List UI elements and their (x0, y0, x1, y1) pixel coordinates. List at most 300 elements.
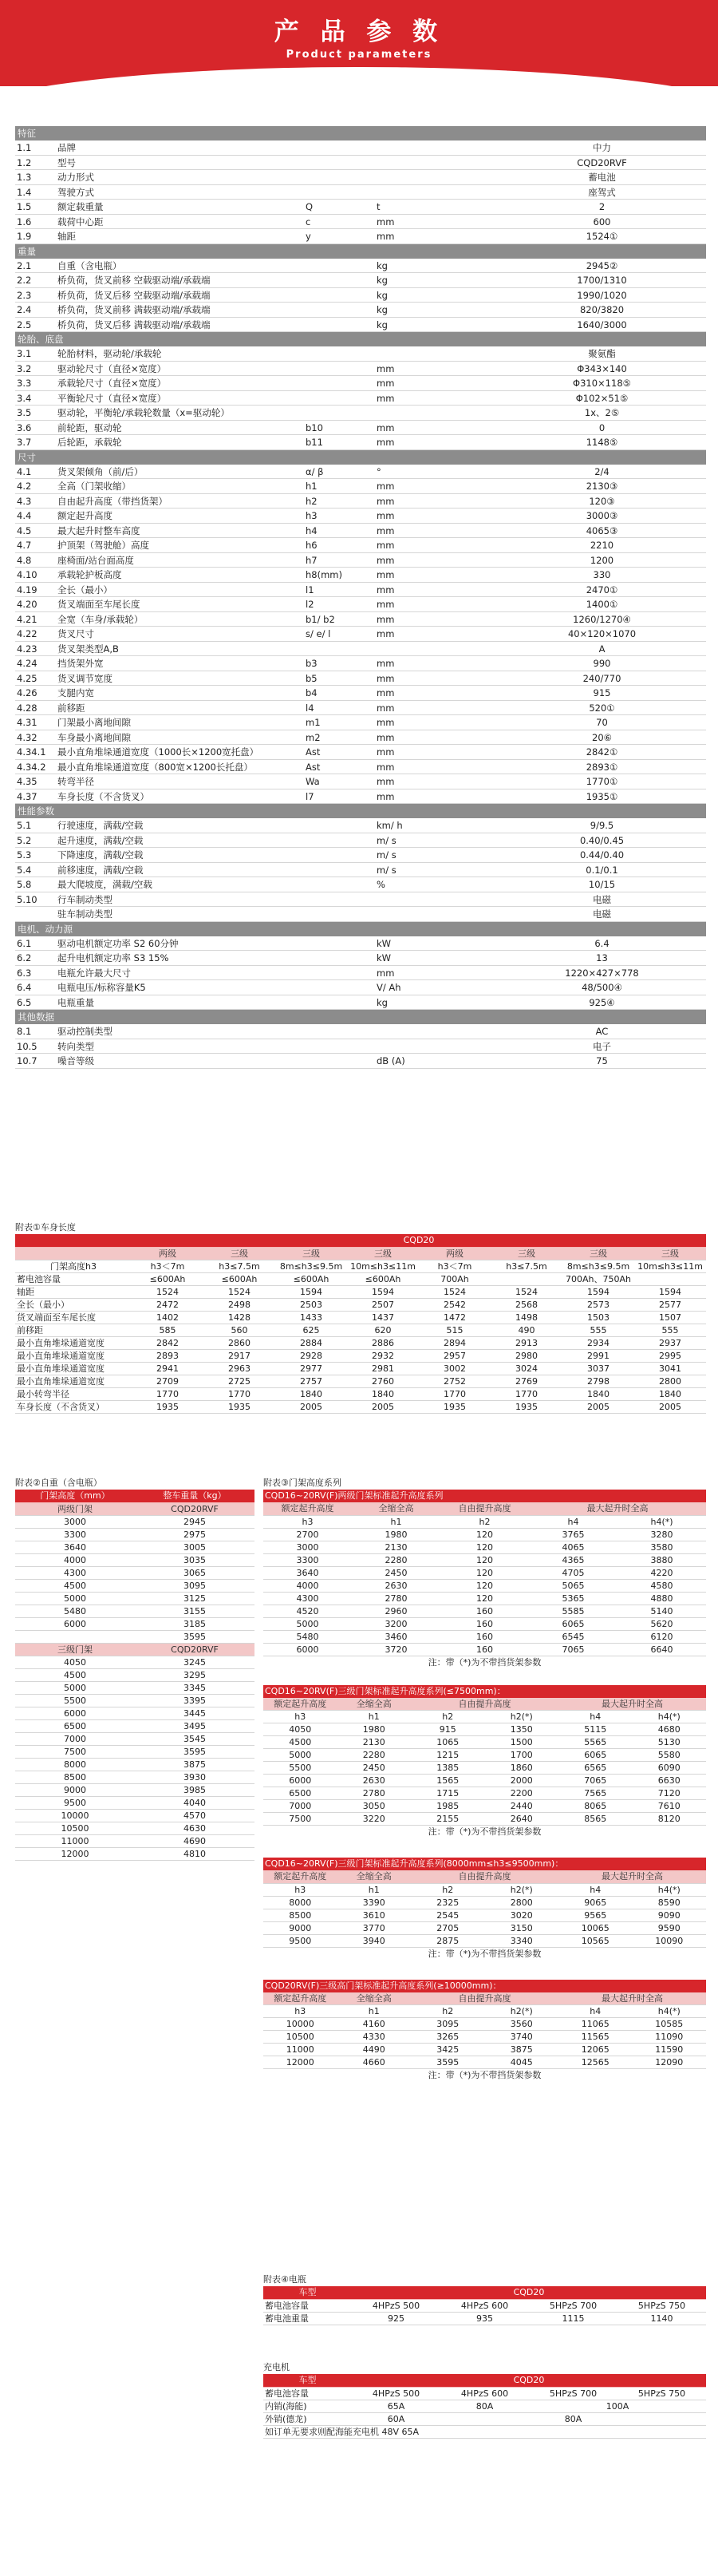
spec-unit: t (377, 201, 381, 212)
table-cell: 最大起升时全高 (558, 1698, 706, 1711)
table-cell: 1594 (347, 1285, 419, 1298)
table-cell: 2941 (132, 1362, 203, 1375)
spec-row (15, 936, 706, 952)
table-row (15, 1694, 254, 1707)
spec-row (15, 656, 706, 671)
spec-value: 2210 (590, 540, 614, 551)
table-cell: 最大起升时全高 (558, 1870, 706, 1883)
table-cell: 1840 (275, 1387, 347, 1400)
table-cell: 4630 (135, 1822, 254, 1834)
spec-unit: mm (377, 628, 395, 639)
spec-name: 支腿内宽 (57, 687, 94, 698)
table-cell: 1524 (419, 1285, 491, 1298)
table-cell: 3985 (135, 1783, 254, 1796)
spec-value: 中力 (593, 142, 611, 153)
spec-name: 驾驶方式 (57, 186, 94, 198)
spec-unit: kg (377, 319, 388, 330)
table-cell: 4050 (15, 1656, 135, 1668)
spec-no: 4.8 (17, 554, 32, 566)
table-weight (15, 1477, 254, 1861)
spec-symbol (306, 406, 377, 420)
spec-row (15, 553, 706, 568)
spec-unit: kg (377, 275, 388, 286)
table-row (263, 1736, 706, 1749)
table-row (263, 1711, 706, 1723)
table-cell: 10m≤h3≤11m (347, 1260, 419, 1272)
table-cell: 2640 (485, 1813, 559, 1826)
spec-value: 1640/3000 (577, 319, 627, 330)
table-cell: 1215 (411, 1749, 485, 1762)
table-cell: 4520 (263, 1605, 352, 1617)
table-cell: h4 (558, 1711, 633, 1723)
table-cell: 1507 (634, 1311, 706, 1324)
table-cell: 2760 (347, 1375, 419, 1387)
spec-value: Φ343×140 (577, 362, 627, 374)
spec-name: 额定载重量 (57, 201, 104, 212)
spec-unit: mm (377, 717, 395, 728)
spec-no: 3.2 (17, 362, 32, 374)
spec-value: 9/9.5 (590, 820, 614, 831)
spec-value: 1935① (586, 790, 618, 802)
table-row (263, 1515, 706, 1528)
spec-no: 4.32 (17, 731, 37, 743)
table-cell: 1935 (419, 1400, 491, 1413)
spec-value: 600 (593, 216, 611, 228)
table-row (15, 1515, 254, 1528)
table-row (15, 1400, 706, 1413)
spec-no: 4.35 (17, 776, 37, 787)
table-cell: 最小直角堆垛通道宽度 (15, 1375, 132, 1387)
spec-value: 120③ (589, 495, 615, 507)
spec-row (15, 1024, 706, 1039)
table-cell: 1428 (203, 1311, 275, 1324)
spec-row (15, 406, 706, 421)
spec-name: 货叉架倾角（前/后） (57, 465, 144, 477)
table-row (15, 1375, 706, 1387)
spec-unit: mm (377, 599, 395, 610)
spec-no: 4.31 (17, 717, 37, 728)
spec-row (15, 215, 706, 230)
table-cell: 11000 (263, 2044, 337, 2056)
spec-row (15, 730, 706, 746)
table-cell: h3 (263, 2005, 337, 2018)
table-cell: 2705 (411, 1921, 485, 1934)
spec-name: 座椅面/站台面高度 (57, 554, 134, 566)
spec-no: 4.21 (17, 613, 37, 625)
spec-no: 4.24 (17, 658, 37, 669)
table-cell: 4580 (617, 1579, 706, 1592)
table-cell: 两级 (419, 1247, 491, 1260)
spec-no: 3.1 (17, 348, 32, 359)
spec-no: 2.1 (17, 259, 32, 271)
spec-symbol (306, 273, 377, 287)
table-cell: 8065 (558, 1800, 633, 1813)
spec-row (15, 303, 706, 318)
spec-unit: dB (A) (377, 1055, 405, 1066)
spec-name: 货叉端面至车尾长度 (57, 599, 140, 610)
table-cell: 2700 (263, 1528, 352, 1541)
table-cell: 2200 (485, 1787, 559, 1800)
table-cell: 2991 (562, 1349, 634, 1362)
table-cell: 5140 (617, 1605, 706, 1617)
table-cell: 6120 (617, 1630, 706, 1643)
table-cell (15, 1630, 135, 1643)
table-cell: 2884 (275, 1336, 347, 1349)
spec-unit: mm (377, 687, 395, 698)
spec-unit: mm (377, 362, 395, 374)
table-row (263, 2425, 706, 2438)
spec-name: 前轮距，驱动轮 (57, 421, 122, 433)
mast-series-table (263, 1502, 706, 1656)
table-cell: 5065 (529, 1579, 617, 1592)
spec-unit (377, 642, 498, 656)
table-cell: 车型 (263, 2374, 352, 2387)
table-cell: 4000 (263, 1579, 352, 1592)
table-cell: 120 (440, 1541, 529, 1553)
spec-value: 330 (593, 569, 611, 580)
spec-symbol: l7 (306, 790, 314, 802)
table-cell: 7500 (15, 1745, 135, 1758)
table-cell: 3050 (337, 1800, 412, 1813)
table-row (15, 1579, 254, 1592)
spec-no: 5.3 (17, 849, 32, 861)
table-cell: 7065 (529, 1643, 617, 1656)
table-row (263, 1592, 706, 1605)
table-row (263, 1553, 706, 1566)
table-row (15, 1349, 706, 1362)
spec-symbol: Ast (306, 746, 321, 758)
table-cell: 3035 (135, 1553, 254, 1566)
table-cell: 1935 (132, 1400, 203, 1413)
table-row (15, 1272, 706, 1285)
table-row (263, 1870, 706, 1883)
spec-no: 6.3 (17, 967, 32, 979)
table-cell: 蓄电池容量 (15, 1272, 132, 1285)
table-cell: 120 (440, 1528, 529, 1541)
table-cell: 8000 (263, 1896, 337, 1909)
spec-symbol (306, 303, 377, 317)
table-cell: 2842 (132, 1336, 203, 1349)
table-cell: 6545 (529, 1630, 617, 1643)
table-cell: 555 (634, 1324, 706, 1336)
spec-symbol (306, 892, 377, 907)
table-row (15, 1643, 254, 1656)
spec-value: 2470① (586, 584, 618, 596)
table-cell (15, 1247, 132, 1260)
spec-symbol (306, 1054, 377, 1068)
spec-symbol: Ast (306, 761, 321, 773)
spec-no: 8.1 (17, 1026, 32, 1037)
spec-row (15, 686, 706, 701)
table-cell: 2798 (562, 1375, 634, 1387)
spec-name: 转弯半径 (57, 776, 94, 787)
table-cell: 8590 (633, 1896, 707, 1909)
table-cell: h3≤7.5m (203, 1260, 275, 1272)
spec-symbol: s/ e/ l (306, 628, 331, 639)
section-header: 重量 (15, 244, 706, 259)
table-cell: 7565 (558, 1787, 633, 1800)
spec-symbol: b10 (306, 421, 323, 433)
table-cell: 4500 (15, 1668, 135, 1681)
table-cell: 4570 (135, 1809, 254, 1822)
spec-unit: mm (377, 761, 395, 773)
table-cell: 490 (491, 1324, 562, 1336)
table-cell: 自由提升高度 (411, 1698, 558, 1711)
table-cell: 3395 (135, 1694, 254, 1707)
table-cell: 2005 (275, 1400, 347, 1413)
table-cell: 4660 (337, 2056, 412, 2069)
table-cell: 2000 (485, 1775, 559, 1787)
spec-name: 电瓶电压/标称容量K5 (57, 982, 146, 993)
table-row (263, 2374, 706, 2387)
spec-row (15, 362, 706, 377)
table-cell: 585 (132, 1324, 203, 1336)
table-row (263, 1992, 706, 2005)
table-cell: h4 (558, 2005, 633, 2018)
spec-symbol (306, 140, 377, 155)
table-cell: 6000 (263, 1775, 337, 1787)
table-row (15, 1809, 254, 1822)
table-cell: 最大起升时全高 (529, 1502, 706, 1515)
spec-row (15, 288, 706, 303)
spec-value: 2130③ (586, 481, 618, 492)
spec-value: 1x、2⑤ (584, 407, 620, 418)
spec-unit: mm (377, 967, 395, 979)
spec-unit (377, 170, 498, 184)
table-cell: 1700 (485, 1749, 559, 1762)
spec-value: 820/3820 (579, 304, 625, 315)
spec-row (15, 140, 706, 156)
spec-row (15, 642, 706, 657)
spec-row (15, 715, 706, 730)
spec-symbol (306, 951, 377, 965)
table-cell: 1860 (485, 1762, 559, 1775)
table-cell: 12090 (633, 2056, 707, 2069)
table-cell: 2769 (491, 1375, 562, 1387)
table-cell (15, 1234, 132, 1247)
spec-symbol: b3 (306, 658, 318, 669)
table-cell: 8m≤h3≤9.5m (562, 1260, 634, 1272)
table-cell: 7500 (263, 1813, 337, 1826)
spec-name: 前移速度，满载/空载 (57, 864, 144, 876)
table-cell: h3≤7.5m (491, 1260, 562, 1272)
header-curve (0, 67, 718, 86)
table-cell: 11065 (558, 2018, 633, 2031)
table-row (15, 1298, 706, 1311)
table-cell: 12065 (558, 2044, 633, 2056)
table-cell: 100A (529, 2400, 706, 2412)
spec-value: 电磁 (593, 893, 611, 905)
spec-value: 20⑥ (592, 731, 612, 743)
table-cell: 80A (440, 2412, 706, 2425)
table-cell: h4(*) (633, 1883, 707, 1896)
spec-symbol: b4 (306, 687, 318, 698)
table-row (15, 1387, 706, 1400)
spec-value: 1990/1020 (577, 289, 627, 301)
table-cell: 2875 (411, 1934, 485, 1947)
table-cell: 2780 (337, 1787, 412, 1800)
table-cell: 最小直角堆垛通道宽度 (15, 1362, 132, 1375)
table-cell: 11090 (633, 2031, 707, 2044)
table-cell: 整车重量（kg） (135, 1490, 254, 1502)
table-row (263, 1896, 706, 1909)
table-row (15, 1336, 706, 1349)
spec-value: 70 (596, 717, 608, 728)
spec-unit: mm (377, 231, 395, 242)
spec-unit (377, 1024, 498, 1039)
table-cell: 门架高度（mm） (15, 1490, 135, 1502)
table-cell: 12000 (15, 1847, 135, 1860)
table-cell: 3280 (617, 1528, 706, 1541)
mast-series-tables (263, 1490, 706, 2082)
table-row (263, 2031, 706, 2044)
table-cell: 3340 (485, 1934, 559, 1947)
spec-unit: mm (377, 776, 395, 787)
spec-value: 2842① (586, 746, 618, 758)
table-cell: 三级 (275, 1247, 347, 1260)
table-cell: 10000 (263, 2018, 337, 2031)
table-cell: 2440 (485, 1800, 559, 1813)
spec-row (15, 774, 706, 789)
table-cell: h3 (263, 1883, 337, 1896)
table-cell: 1115 (529, 2312, 617, 2325)
table-cell: 2995 (634, 1349, 706, 1362)
table-cell: 全长（最小） (15, 1298, 132, 1311)
table-row (15, 1260, 706, 1272)
spec-no: 4.2 (17, 481, 32, 492)
spec-symbol (306, 936, 377, 951)
table-cell: 7120 (633, 1787, 707, 1800)
spec-unit: mm (377, 378, 395, 389)
spec-name: 起升电机额定功率 S3 15% (57, 952, 169, 964)
table-row (263, 1787, 706, 1800)
table-cell: 8m≤h3≤9.5m (275, 1260, 347, 1272)
spec-value: 1524① (586, 231, 618, 242)
spec-unit: mm (377, 702, 395, 714)
spec-name: 车身最小离地间隙 (57, 731, 131, 743)
table-cell: 2957 (419, 1349, 491, 1362)
spec-unit (377, 140, 498, 155)
table-row (263, 2387, 706, 2400)
spec-no: 3.5 (17, 407, 32, 418)
spec-unit (377, 406, 498, 420)
spec-no: 3.6 (17, 421, 32, 433)
spec-value: 0.1/0.1 (586, 864, 618, 876)
spec-name: 后轮距，承载轮 (57, 437, 122, 448)
table-cell: 2975 (135, 1528, 254, 1541)
table-cell: 10065 (558, 1921, 633, 1934)
spec-unit (377, 156, 498, 170)
table-cell: 120 (440, 1566, 529, 1579)
table-cell: 蓄电池重量 (263, 2312, 352, 2325)
table-cell: 额定起升高度 (263, 1992, 337, 2005)
table-battery (263, 2273, 706, 2325)
table-mast-series (263, 1477, 706, 2082)
table-row (15, 1285, 706, 1298)
spec-symbol: b11 (306, 437, 323, 448)
table-row (263, 1762, 706, 1775)
table-cell: 2960 (352, 1605, 440, 1617)
table-cell: 2005 (562, 1400, 634, 1413)
table-cell: 两级 (132, 1247, 203, 1260)
spec-row (15, 200, 706, 215)
spec-symbol: c (306, 216, 311, 228)
spec-symbol (306, 995, 377, 1010)
table-cell: 1140 (617, 2312, 706, 2325)
spec-name: 承载轮尺寸（直径×宽度） (57, 378, 167, 389)
table-cell: 3065 (135, 1566, 254, 1579)
table-row (263, 2005, 706, 2018)
spec-value: 990 (593, 658, 611, 669)
table-row (15, 1541, 254, 1553)
spec-name: 驱动电机额定功率 S2 60分钟 (57, 937, 179, 949)
spec-row (15, 980, 706, 995)
spec-name: 轮胎材料，驱动轮/承载轮 (57, 348, 162, 359)
table-row (263, 1643, 706, 1656)
table-row (263, 2412, 706, 2425)
table-row (15, 1234, 706, 1247)
spec-no: 5.4 (17, 864, 32, 876)
table-cell: 4065 (529, 1541, 617, 1553)
spec-no: 4.37 (17, 790, 37, 802)
table-row (15, 1630, 254, 1643)
table-row (15, 1796, 254, 1809)
spec-name: 行车制动类型 (57, 893, 112, 905)
spec-row (15, 833, 706, 849)
table-row (15, 1681, 254, 1694)
table-note: 注：带（*)为不带挡货架参数 (428, 2070, 542, 2080)
table-note: 注：带（*)为不带挡货架参数 (428, 1826, 542, 1837)
table-cell: 2573 (562, 1298, 634, 1311)
spec-no: 10.7 (17, 1055, 37, 1066)
table-cell: 5HPzS 750 (617, 2387, 706, 2400)
table-cell: 1498 (491, 1311, 562, 1324)
page-title: 产 品 参 数 (274, 18, 444, 46)
table-cell: 11590 (633, 2044, 707, 2056)
table-cell: 620 (347, 1324, 419, 1336)
table-cell: 2630 (352, 1579, 440, 1592)
table-row (263, 1813, 706, 1826)
mast-series-block (263, 1858, 706, 1961)
table-row (263, 2312, 706, 2325)
spec-unit: kW (377, 952, 392, 964)
table-row (15, 1719, 254, 1732)
table-cell: 3295 (135, 1668, 254, 1681)
table-row (263, 1775, 706, 1787)
table-cell: 4330 (337, 2031, 412, 2044)
table-cell: 4220 (617, 1566, 706, 1579)
table-cell: 2934 (562, 1336, 634, 1349)
table-cell: 6090 (633, 1762, 707, 1775)
spec-row (15, 259, 706, 274)
table-cell: 全缩全高 (337, 1698, 412, 1711)
spec-value: 40×120×1070 (567, 628, 637, 639)
table-cell: 5480 (263, 1630, 352, 1643)
spec-symbol: h7 (306, 554, 318, 566)
table-cell: 10585 (633, 2018, 707, 2031)
spec-value: 925④ (589, 996, 615, 1008)
table-cell: 2886 (347, 1336, 419, 1349)
table-cell: h3＜7m (419, 1260, 491, 1272)
spec-unit: m/ s (377, 849, 396, 861)
table-cell: 8500 (15, 1771, 135, 1783)
spec-symbol (306, 848, 377, 862)
table-row (263, 2299, 706, 2312)
spec-unit (377, 907, 498, 921)
table-cell: 最大起升时全高 (558, 1992, 706, 2005)
spec-no: 6.4 (17, 982, 32, 993)
table-cell: 2577 (634, 1298, 706, 1311)
